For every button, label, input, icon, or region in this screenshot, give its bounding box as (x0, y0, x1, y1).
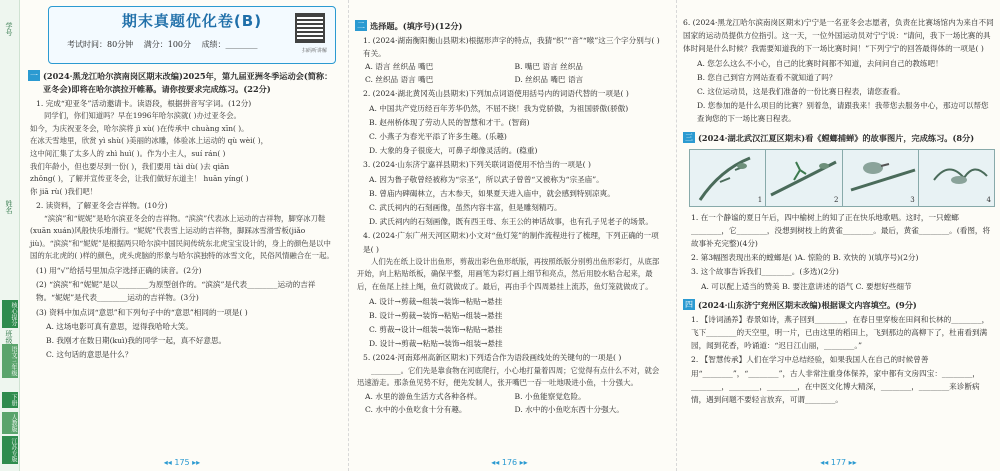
q2-item: (2) “滨滨”和“妮妮”是以________为原型创作的。“滨滨”是代表________运动的吉祥物。“妮妮”是代表________运动的吉祥物。(3分) (36, 280, 316, 303)
comic-panel (766, 150, 842, 206)
option-c[interactable]: C. 武氏祠内的石刻画像，虽然内容丰富，但是雕刻精巧。 (369, 203, 562, 213)
student-number-label: 学号 (5, 22, 13, 36)
option-c[interactable]: C. 丝织品 语言 嘴巴 (365, 75, 434, 85)
panel-number: 2 (834, 195, 839, 204)
question-2: 2. 读资料，了解亚冬会吉祥物。(10分) (36, 201, 168, 211)
question-passage: ________。它们先是靠食物在河底爬行，小心地打量着四周；它觉得有点什么不对，就会迅速游走。那条鱼见势不好，便先发制人，张开嘴巴一吞一吐地吸进小鱼，十分强大。 (357, 365, 660, 388)
comic-panel (843, 150, 919, 206)
page-177 (676, 0, 1000, 471)
exam-result: 成绩：________ (201, 40, 258, 49)
option-a[interactable]: A. 您怎么这么不小心，自己的比赛时间都不知道，去问问自己的教练吧！ (697, 58, 943, 68)
option-b[interactable]: B. 嘴巴 语言 丝织品 (514, 62, 583, 72)
option-d[interactable]: D. 水中的小鱼吃东西十分强大。 (514, 404, 624, 414)
section-1-text: (2024·黑龙江哈尔滨南岗区期末改编)2025年，第九届亚洲冬季运动会(简称：亚冬会)即将在哈尔滨拉开帷幕。请你按要求完成练习。(22分) (43, 71, 333, 94)
option-b[interactable]: B. 设计→剪裁→装饰→粘贴→组装→悬挂 (369, 310, 503, 320)
q2-option: A. 这场电影可真有意思，逗得我哈哈大笑。 (46, 321, 193, 331)
q1-line: 这中间汇集了太多人的 zhì huì( )。作为小主人，suí rán( ) (30, 148, 226, 158)
panel-number: 4 (986, 195, 991, 204)
option-row (355, 73, 664, 86)
page-number-176: ◂◂ 176 ▸▸ (491, 458, 528, 467)
q2-option: C. 这句话的意思是什么？ (46, 350, 133, 360)
qr-code-icon[interactable] (295, 13, 325, 43)
question-stem: 4. (2024·广东广州天河区期末)小文对“鱼灯笼”的制作流程进行了梳理，下列正确的一项是( ) (363, 231, 659, 254)
bird-flying-illustration-icon (919, 150, 995, 206)
panel-number: 1 (757, 195, 763, 204)
question-1: 1. 完成“迎亚冬”活动邀请卡。读语段，根据拼音写字词。(12分) (36, 99, 252, 108)
comic-panel (690, 150, 766, 206)
option-d[interactable]: D. 大象的身子很庞大，可鼻子却像灵活的。(稳重) (369, 146, 538, 156)
option-a[interactable]: A. 中国共产党历经百年芳华仍然，不屈不挠！我为党骄傲，为祖国骄傲(骄傲) (369, 103, 629, 113)
section-4-item: 1. 【诗词涵养】春景如诗，燕子回到________，在春日里穿梭在田间和长林的________，飞下________的天空里，明一片，已由这里的稻田上，飞到那边的高柳下了，杜甫看到满园，闻到花香，吟诵道：“迟日江山丽，________。” (691, 314, 990, 351)
exam-info (67, 39, 329, 50)
exam-title-box (48, 6, 336, 64)
section-4-item: 2. 【智慧传承】人们在学习中总结经验，如果我国人在自己的时候曾善用“________”，“________”，古人非常注重身体保养，家中都有文房四宝：________，________，________，________，在中医文化博大精深，________，________来诊断病情，遇到问题不要轻言放弃，可谓________。 (691, 355, 980, 405)
q1-line: 我们年龄小，但也要尽到一份( )，我们要用 tài dù( )去 qiān (30, 161, 230, 171)
section-number: 四 (685, 299, 693, 309)
grade-badge: 语文三年级 (2, 344, 18, 378)
page-175 (22, 0, 342, 471)
panel-number: 3 (910, 195, 915, 204)
q1-line: 在冰天雪地里，欣赏 yì shù( )美丽的冰雕，体验冰上运动的 qù wèi( )， (30, 136, 269, 146)
question-stem: 3. (2024·山东济宁嘉祥县期末)下列关联词语使用不恰当的一项是( ) (363, 160, 591, 170)
option-a[interactable]: A. 设计→剪裁→组装→装饰→粘贴→悬挂 (369, 296, 503, 306)
page-number-177: ◂◂ 177 ▸▸ (820, 458, 857, 467)
option-c[interactable]: C. 这位运动员，这是我们准备的一份比赛日程表，请您查看。 (697, 87, 905, 97)
section-3-item: 3. 这个故事告诉我们________。(多选)(2分) (691, 267, 839, 277)
section-4-text: (2024·山东济宁兖州区期末改编)根据课文内容填空。(9分) (698, 299, 917, 310)
q2-item: (1) 用“√”给括号里加点字选择正确的读音。(2分) (36, 265, 202, 275)
question-passage: 人们先在纸上设计出鱼形，剪裁出彩色鱼形纸版，再按照纸版分别剪出鱼形彩灯，从底部开始，向上粘贴纸板，确保平整，用画笔为彩灯画上细节和亮点，然后用胶水粘合起来，最后，在鱼尾上挂上绳，鱼灯就做成了。最后，再由手个四周悬挂上流苏，鱼灯笼就做成了。 (357, 256, 660, 292)
section-1-heading (28, 70, 336, 96)
q1-line: 同学们，你们知道吗？早在1996年哈尔滨就( )办过亚冬会。 (44, 111, 241, 121)
q2-item: (3) 资料中加点词“意思”和下列句子中的“意思”相同的一项是( ) (36, 307, 248, 317)
question-stem: 6. (2024·黑龙江哈尔滨南岗区期末)宁宁是一名亚冬会志愿者，负责在比赛场馆内为来自不同国家的运动员提供方位指引。这一天，一位外国运动员对宁宁说：“请问，我下一场比赛的具体时间是什么时候？我需要知道我的下一场比赛时间！”下列宁宁的回答最得体的一项是( ) (683, 18, 994, 54)
q2-passage: “滨滨”和“妮妮”是哈尔滨亚冬会的吉祥物。“滨滨”代表冰上运动的吉祥物，脚穿冰刀鞋(xuān xuán)风般快乐地滑行。“妮妮”代表雪上运动的吉祥物，脚踩冰雪滑雪板(jiǎo jiù)。“滨滨”和“妮妮”是根据两只哈尔滨中国民间传统东北虎宝宝设计的，身上的颜色是以中国的东北虎的( )样的颜色，虎头虎脑的形象与哈尔滨独特的冰雪文化，民俗风情融合在一起。 (30, 213, 334, 261)
exam-title: 期末真题优化卷(B) (121, 12, 263, 30)
student-name-label: 姓名 (5, 200, 13, 214)
option-row (355, 60, 664, 73)
q1-line: zhǒng( )，了解并宣传亚冬会，让我们做好东道主！ huān yíng( ) (30, 174, 249, 184)
option-b[interactable]: B. 小鱼能察觉危险。 (514, 391, 586, 401)
option-b[interactable]: B. 曾庙内碑碣林立，古木参天，如果夏天进入庙中，就会感到特别凉爽。 (369, 188, 615, 198)
option-c[interactable]: C. 水中的小鱼吃食十分有趣。 (365, 404, 467, 414)
q1-line: 你 jiā rù( )我们吧！ (30, 186, 98, 196)
q1-line: 如今，为庆祝亚冬会，哈尔滨将 jì xù( )在传承中 chuàng xīn( )。 (30, 123, 249, 133)
section-3-item: 2. 第3幅图表现出来的螳螂是( )A. 惊险的 B. 欢快的 )(填序号)(2分) (691, 253, 919, 263)
comic-strip (689, 149, 995, 207)
question-stem: 2. (2024·湖北黄冈英山县期末)下列加点词语使用括号内的词语代替的一项是( ) (363, 89, 629, 99)
page-176 (348, 0, 670, 471)
q2-option: B. 我刚才在数日期(kuì)我的同学一起，真不好意思。 (46, 335, 227, 345)
section-3-heading (683, 132, 994, 145)
section-4-heading (683, 299, 994, 312)
option-d[interactable]: D. 您参加的是什么项目的比赛？别着急，请跟我来！我带您去服务中心，那边可以帮您查询您的下一场比赛日程表。 (697, 101, 989, 124)
question-stem: 1. (2024·湖南衡阳衡山县期末)根据形声字的特点，我猜“织”“音”“喉”这三个字分别与( )有关。 (363, 36, 660, 59)
section-2-text: 选择题。(填序号)(12分) (370, 21, 463, 31)
mantis-illustration-icon (766, 150, 842, 206)
option-row (355, 390, 664, 403)
exam-score: 满分：100分 (143, 40, 192, 49)
option-d[interactable]: D. 武氏祠内的石刻画像，既有西王母、东王公的神话故事，也有孔子见老子的场景。 (369, 217, 654, 227)
edition-badge: 人教版 (2, 412, 18, 434)
option-a[interactable]: A. 因为鲁子敬曾经被称为“宗圣”，所以武子曾曾“又被称为“宗圣庙”。 (369, 174, 604, 184)
option-b[interactable]: B. 您自己到官方网站查看不就知道了吗？ (697, 72, 837, 82)
cicada-tree-illustration-icon (690, 150, 766, 206)
option-b[interactable]: B. 赵州桥体现了劳动人民的智慧和才干。(智商) (369, 117, 530, 127)
option-row (355, 403, 664, 416)
section-number: 一 (30, 71, 38, 80)
volume-badge: 下册 (2, 392, 18, 408)
region-badge: 江苏专版 (2, 436, 18, 464)
section-number: 三 (685, 132, 693, 142)
series-badge: 核心提分 (2, 300, 18, 328)
page-number-175: ◂◂ 175 ▸▸ (163, 458, 201, 467)
exam-time: 考试时间：80分钟 (67, 40, 134, 49)
qr-label: 扫码听讲解 (301, 48, 327, 54)
option-a[interactable]: A. 水里的游鱼生活方式各种各样。 (365, 391, 482, 401)
section-2-heading (355, 20, 664, 33)
option-c[interactable]: C. 剪裁→设计→组装→装饰→粘贴→悬挂 (369, 325, 503, 335)
comic-panel (919, 150, 994, 206)
class-label: 班级 (5, 330, 13, 344)
option-d[interactable]: D. 设计→剪裁→粘贴→装饰→组装→悬挂 (369, 339, 503, 349)
oriole-illustration-icon (843, 150, 919, 206)
question-stem: 5. (2024·河南郑州高新区期末)下列适合作为语段画线处的关键句的一项是( ) (363, 353, 622, 363)
option-d[interactable]: D. 丝织品 嘴巴 语言 (514, 75, 584, 85)
section-number: 二 (357, 21, 365, 30)
option-a[interactable]: A. 语言 丝织品 嘴巴 (365, 62, 434, 72)
option-c[interactable]: C. 小燕子为春光平添了许多生趣。(乐趣) (369, 132, 507, 142)
section-3-options[interactable]: A. 可以配上适当的赞美 B. 要注意讲述的语气 C. 要想好些细节 (701, 281, 912, 291)
section-3-item: 1. 在一个静谧的夏日午后，四中榆树上的知了正在快乐地歌唱。这时，一只螳螂________，它________，没想到树枝上的黄雀________。最后，黄雀________。(看图，将故事补充完整)(4分) (691, 212, 991, 249)
section-3-text: (2024·湖北武汉江夏区期末)看《螳螂捕蝉》的故事图片，完成练习。(8分) (698, 132, 975, 143)
binding-sidebar (0, 0, 20, 471)
